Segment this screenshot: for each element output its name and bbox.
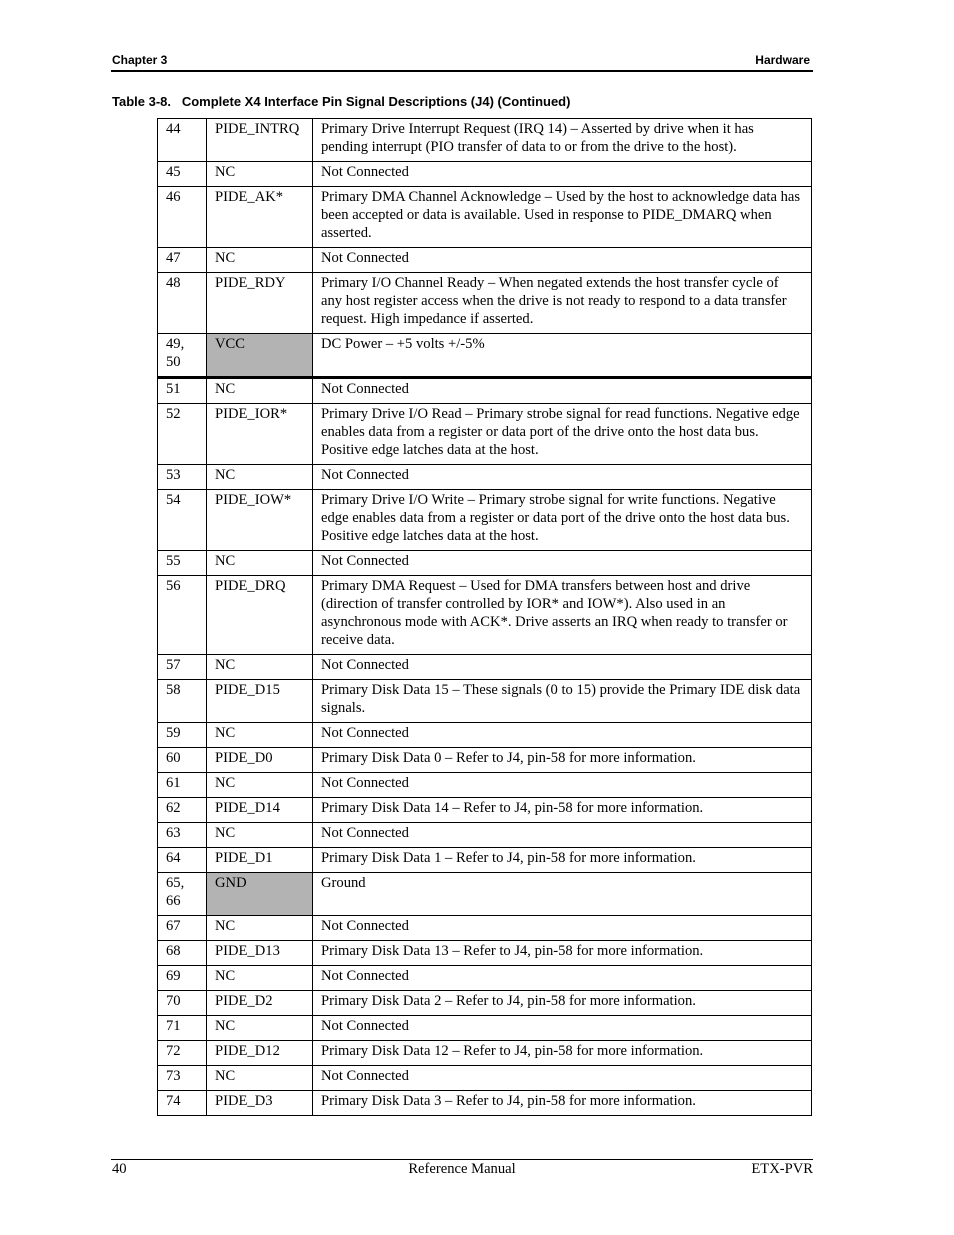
pin-cell: 57 bbox=[158, 655, 207, 680]
table-row bbox=[158, 465, 812, 490]
pin-cell: 47 bbox=[158, 248, 207, 273]
description-cell: Not Connected bbox=[313, 1066, 812, 1091]
pin-cell: 54 bbox=[158, 490, 207, 551]
signal-cell: NC bbox=[207, 1066, 313, 1091]
table-row bbox=[158, 655, 812, 680]
signal-cell: PIDE_IOR* bbox=[207, 404, 313, 465]
table-row bbox=[158, 490, 812, 551]
section-label: Hardware bbox=[755, 53, 810, 67]
description-cell: Not Connected bbox=[313, 551, 812, 576]
table-row bbox=[158, 941, 812, 966]
description-cell: Ground bbox=[313, 873, 812, 916]
description-cell: Not Connected bbox=[313, 655, 812, 680]
signal-cell: NC bbox=[207, 378, 313, 404]
pin-cell: 72 bbox=[158, 1041, 207, 1066]
signal-cell: PIDE_D12 bbox=[207, 1041, 313, 1066]
pin-cell: 51 bbox=[158, 378, 207, 404]
table-row bbox=[158, 680, 812, 723]
pin-cell: 69 bbox=[158, 966, 207, 991]
table-row bbox=[158, 723, 812, 748]
signal-cell: NC bbox=[207, 655, 313, 680]
signal-cell: NC bbox=[207, 723, 313, 748]
description-cell: Not Connected bbox=[313, 723, 812, 748]
table-row bbox=[158, 916, 812, 941]
description-cell: Primary Drive Interrupt Request (IRQ 14) – Asserted by drive when it has pending interrupt (PIO transfer of data to or from the drive to the host). bbox=[313, 119, 812, 162]
pin-cell: 73 bbox=[158, 1066, 207, 1091]
signal-cell: PIDE_RDY bbox=[207, 273, 313, 334]
description-cell: Primary Disk Data 3 – Refer to J4, pin-58 for more information. bbox=[313, 1091, 812, 1116]
chapter-label: Chapter 3 bbox=[112, 53, 168, 67]
description-cell: Not Connected bbox=[313, 966, 812, 991]
description-cell: Primary Disk Data 1 – Refer to J4, pin-58 for more information. bbox=[313, 848, 812, 873]
pin-cell: 63 bbox=[158, 823, 207, 848]
table-caption: Table 3-8. Complete X4 Interface Pin Signal Descriptions (J4) (Continued) bbox=[112, 94, 571, 109]
table-row bbox=[158, 1041, 812, 1066]
signal-cell: PIDE_DRQ bbox=[207, 576, 313, 655]
table-row bbox=[158, 187, 812, 248]
signal-cell: PIDE_INTRQ bbox=[207, 119, 313, 162]
signal-cell: PIDE_D13 bbox=[207, 941, 313, 966]
pin-cell: 49, 50 bbox=[158, 334, 207, 378]
pin-cell: 70 bbox=[158, 991, 207, 1016]
table-row bbox=[158, 848, 812, 873]
description-cell: Primary Disk Data 13 – Refer to J4, pin-58 for more information. bbox=[313, 941, 812, 966]
table-row bbox=[158, 119, 812, 162]
page-footer bbox=[111, 1159, 813, 1180]
table-row bbox=[158, 248, 812, 273]
pin-cell: 48 bbox=[158, 273, 207, 334]
table-row bbox=[158, 273, 812, 334]
signal-cell: NC bbox=[207, 162, 313, 187]
table-row bbox=[158, 966, 812, 991]
page-number: 40 bbox=[112, 1161, 127, 1177]
pin-cell: 61 bbox=[158, 773, 207, 798]
pin-cell: 59 bbox=[158, 723, 207, 748]
table-row bbox=[158, 1066, 812, 1091]
table-row bbox=[158, 576, 812, 655]
description-cell: Primary DMA Channel Acknowledge – Used by the host to acknowledge data has been accepted or data is available. Used in response to PIDE_DMARQ when asserted. bbox=[313, 187, 812, 248]
description-cell: Primary Disk Data 12 – Refer to J4, pin-58 for more information. bbox=[313, 1041, 812, 1066]
table-row bbox=[158, 773, 812, 798]
pin-cell: 44 bbox=[158, 119, 207, 162]
pin-cell: 65, 66 bbox=[158, 873, 207, 916]
description-cell: Primary I/O Channel Ready – When negated extends the host transfer cycle of any host register access when the drive is not ready to respond to a data transfer request. High impedance if asserted. bbox=[313, 273, 812, 334]
signal-cell: NC bbox=[207, 1016, 313, 1041]
description-cell: Not Connected bbox=[313, 823, 812, 848]
signal-cell: PIDE_D1 bbox=[207, 848, 313, 873]
signal-cell: PIDE_D2 bbox=[207, 991, 313, 1016]
description-cell: Not Connected bbox=[313, 162, 812, 187]
pin-cell: 64 bbox=[158, 848, 207, 873]
description-cell: DC Power – +5 volts +/-5% bbox=[313, 334, 812, 378]
signal-cell: NC bbox=[207, 916, 313, 941]
description-cell: Primary Disk Data 2 – Refer to J4, pin-58 for more information. bbox=[313, 991, 812, 1016]
signal-cell: GND bbox=[207, 873, 313, 916]
pin-cell: 46 bbox=[158, 187, 207, 248]
pin-cell: 62 bbox=[158, 798, 207, 823]
signal-cell: PIDE_AK* bbox=[207, 187, 313, 248]
signal-cell: NC bbox=[207, 248, 313, 273]
pin-signal-table bbox=[157, 118, 812, 1116]
signal-cell: NC bbox=[207, 966, 313, 991]
description-cell: Primary Drive I/O Write – Primary strobe signal for write functions. Negative edge enables data from a register or data port of the drive onto the host data bus. Positive edge latches data at the host. bbox=[313, 490, 812, 551]
table-body bbox=[158, 119, 812, 1116]
signal-cell: PIDE_IOW* bbox=[207, 490, 313, 551]
table-row bbox=[158, 1091, 812, 1116]
table-row bbox=[158, 334, 812, 378]
description-cell: Not Connected bbox=[313, 248, 812, 273]
table-row bbox=[158, 873, 812, 916]
description-cell: Primary Disk Data 14 – Refer to J4, pin-58 for more information. bbox=[313, 798, 812, 823]
pin-cell: 55 bbox=[158, 551, 207, 576]
table-row bbox=[158, 378, 812, 404]
description-cell: Not Connected bbox=[313, 465, 812, 490]
pin-cell: 52 bbox=[158, 404, 207, 465]
pin-cell: 58 bbox=[158, 680, 207, 723]
pin-cell: 45 bbox=[158, 162, 207, 187]
signal-cell: VCC bbox=[207, 334, 313, 378]
description-cell: Primary Disk Data 0 – Refer to J4, pin-58 for more information. bbox=[313, 748, 812, 773]
pin-cell: 71 bbox=[158, 1016, 207, 1041]
description-cell: Not Connected bbox=[313, 773, 812, 798]
table-row bbox=[158, 798, 812, 823]
pin-cell: 53 bbox=[158, 465, 207, 490]
description-cell: Primary Drive I/O Read – Primary strobe signal for read functions. Negative edge enables data from a register or data port of the drive onto the host data bus. Positive edge latches data at the host. bbox=[313, 404, 812, 465]
table-row bbox=[158, 1016, 812, 1041]
signal-cell: NC bbox=[207, 551, 313, 576]
table-row bbox=[158, 823, 812, 848]
pin-cell: 74 bbox=[158, 1091, 207, 1116]
table-row bbox=[158, 162, 812, 187]
signal-cell: PIDE_D14 bbox=[207, 798, 313, 823]
description-cell: Not Connected bbox=[313, 916, 812, 941]
description-cell: Not Connected bbox=[313, 378, 812, 404]
page-header bbox=[111, 52, 813, 72]
manual-title: Reference Manual bbox=[408, 1161, 516, 1177]
description-cell: Primary DMA Request – Used for DMA transfers between host and drive (direction of transfer controlled by IOR* and IOW*). Also used in an asynchronous mode with ACK*. Drive asserts an IRQ when ready to transfer or receive data. bbox=[313, 576, 812, 655]
pin-cell: 67 bbox=[158, 916, 207, 941]
pin-cell: 56 bbox=[158, 576, 207, 655]
pin-cell: 60 bbox=[158, 748, 207, 773]
signal-cell: NC bbox=[207, 773, 313, 798]
description-cell: Not Connected bbox=[313, 1016, 812, 1041]
signal-cell: PIDE_D0 bbox=[207, 748, 313, 773]
signal-cell: PIDE_D15 bbox=[207, 680, 313, 723]
table-row bbox=[158, 404, 812, 465]
signal-cell: NC bbox=[207, 465, 313, 490]
product-name: ETX-PVR bbox=[751, 1161, 813, 1177]
table-row bbox=[158, 551, 812, 576]
pin-cell: 68 bbox=[158, 941, 207, 966]
description-cell: Primary Disk Data 15 – These signals (0 to 15) provide the Primary IDE disk data signals. bbox=[313, 680, 812, 723]
signal-cell: PIDE_D3 bbox=[207, 1091, 313, 1116]
signal-cell: NC bbox=[207, 823, 313, 848]
table-row bbox=[158, 748, 812, 773]
table-row bbox=[158, 991, 812, 1016]
